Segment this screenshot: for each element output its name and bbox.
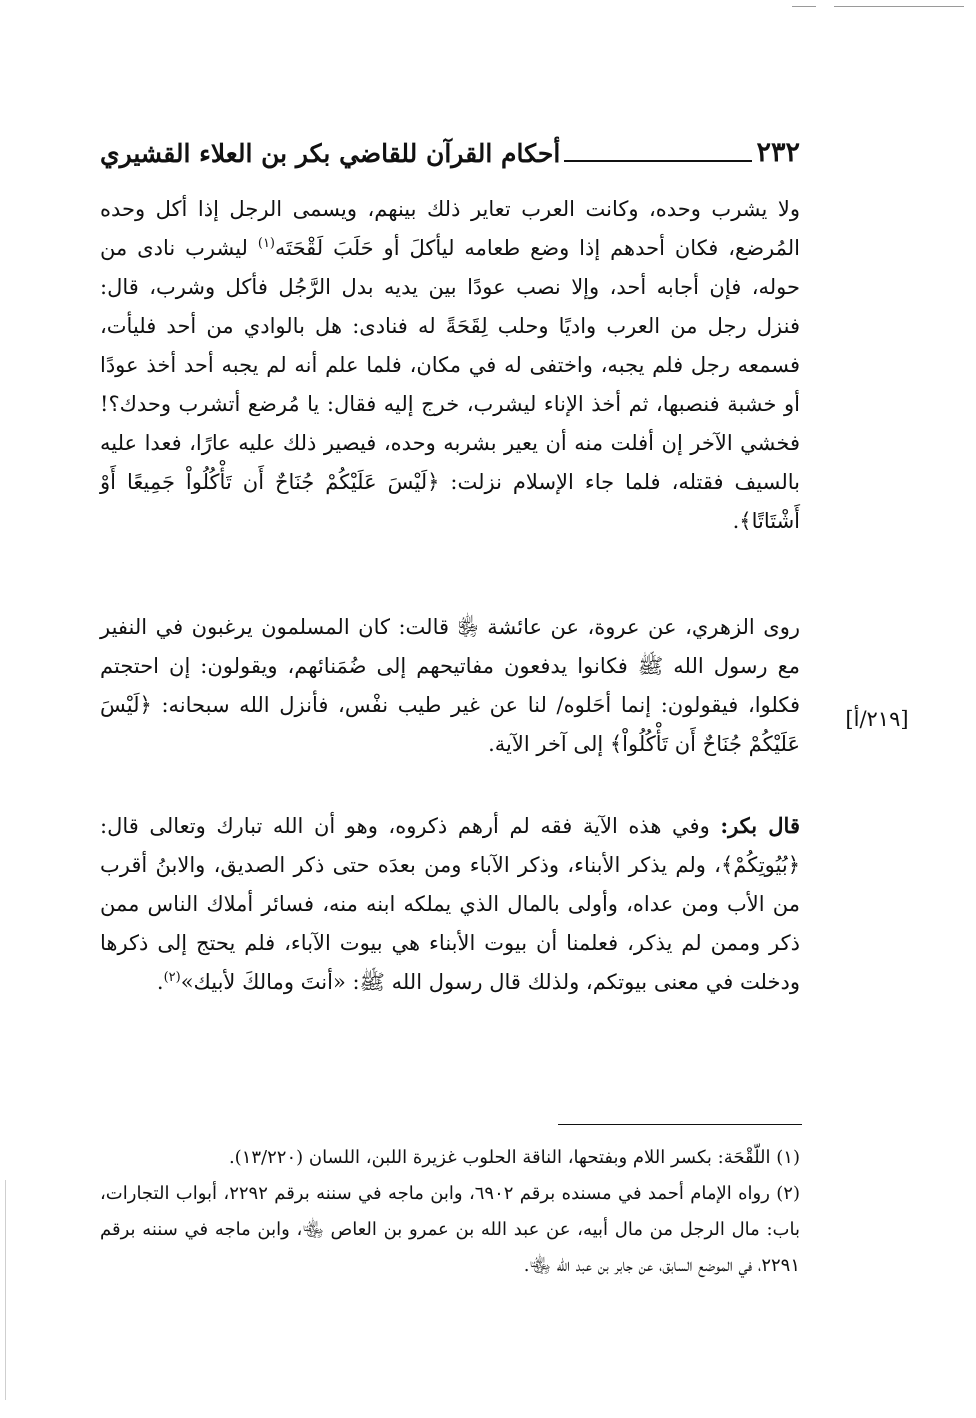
paragraph-end: . xyxy=(156,970,164,994)
manuscript-folio-reference: [٢١٩/أ] xyxy=(845,707,909,731)
footnote-1: (١) اللّقْحَة: بكسر اللام وبفتحها، الناقة الحلوب غزيرة اللبن، اللسان (١٣/٢٢٠). xyxy=(228,1147,800,1168)
book-title: أحكام القرآن للقاضي بكر بن العلاء القشيري xyxy=(100,139,561,168)
quran-verse: ﴿بُيُوتِكُمْ﴾ xyxy=(720,853,800,877)
paragraph-text: إلى آخر الآية. xyxy=(488,732,610,756)
running-header xyxy=(100,128,800,172)
scan-artifact xyxy=(792,6,816,7)
footnotes xyxy=(100,1140,800,1284)
paragraph-text: روى الزهري، عن عروة، عن عائشة ﵂ قالت: كان المسلمون يرغبون في النفير مع رسول الله ﷺ فكانوا يدفعون مفاتيحهم إلى ضُمَنائهم، ويقولون: إن احتجتم فكلوا، فيقولون: إنما أحَلوه/ لنا عن غير طيب نفْس، فأنزل الله سبحانه: xyxy=(100,615,800,717)
quran-verse: ﴿لَيْسَ عَلَيْكُمْ جُنَاحٌ أَن تَأْكُلُواْ﴾ xyxy=(100,693,800,756)
footnote-marker-1[interactable]: (١) xyxy=(257,236,275,251)
scan-artifact xyxy=(5,1180,6,1400)
paragraph-text: وفي هذه الآية فقه لم أرهم ذكروه، وهو أن الله تبارك وتعالى قال: xyxy=(100,814,721,838)
paragraph-end: . xyxy=(732,509,740,533)
header-rule xyxy=(564,160,752,162)
scan-artifact xyxy=(834,6,964,7)
footnote-separator xyxy=(558,1124,802,1125)
paragraph-text: ليشرب نادى من حوله، فإن أجابه أحد، وإلا نصب عودًا بين يديه بدل الرَّجُل فأكل وشرب، قال: فنزل رجل من العرب واديًا وحلب لِقَحَةً له فنادى: هل بالوادي من أحد فليأت، فسمعه رجل فلم يجبه، واختفى له في مكان، فلما علم أنه لم يجبه أحد أخذ عودًا أو خشبة فنصبها، ثم أخذ الإناء ليشرب، خرج إليه فقال: يا مُرضع أتشرب وحدك؟! فخشي الآخر إن أفلت منه أن يعير بشربه وحده، فيصير ذلك عليه عارًا، فعدا عليه بالسيف فقتله، فلما جاء الإسلام نزلت: xyxy=(100,236,800,494)
quran-verse: ﴿لَيْسَ عَلَيْكُمْ جُنَاحٌ أَن تَأْكُلُواْ جَمِيعًا أَوْ أَشْتَاتًا﴾ xyxy=(100,470,800,533)
page-number: ٢٣٢ xyxy=(756,137,800,168)
footnote-marker-2[interactable]: (٢) xyxy=(163,970,181,985)
paragraph-2 xyxy=(100,608,800,764)
paragraph-3 xyxy=(100,806,800,1002)
paragraph-text: ولا يشرب وحده، وكانت العرب تعاير ذلك بينهم، ويسمى الرجل إذا أكل وحده المُرضع، فكان أحدهم إذا وضع طعامه ليأكلَ أو حَلَبَ لَقْحَتَه xyxy=(100,197,801,260)
paragraph-lead: قال بكر: xyxy=(720,813,800,838)
paragraph-text: ، ولم يذكر الأبناء، وذكر الآباء ومن بعدَه حتى ذكر الصديق، والابنُ أقرب من الأب ومن عداه، وأولى بالمال الذي يملكه ابنه منه، فسائر أملاك الناس ممن ذكر وممن لم يذكر، فعلمنا أن بيوت الأبناء هي بيوت الآباء، فلم يحتج إلى ذكرها ودخلت في معنى بيوتكم، ولذلك قال رسول الله ﷺ: «أنتَ ومالكَ لأبيك» xyxy=(100,853,800,994)
footnote-2: (٢) رواه الإمام أحمد في مسنده برقم ٦٩٠٢، وابن ماجه في سننه برقم ٢٢٩٢، أبواب التجارات، باب: مال الرجل من مال أبيه، عن عبد الله بن عمرو بن العاص ﵄، وابن ماجه في سننه برقم ٢٢٩١، في الموضع السابق، عن جابر بن عبد الله ﵄. xyxy=(100,1183,800,1276)
paragraph-1 xyxy=(100,190,800,541)
